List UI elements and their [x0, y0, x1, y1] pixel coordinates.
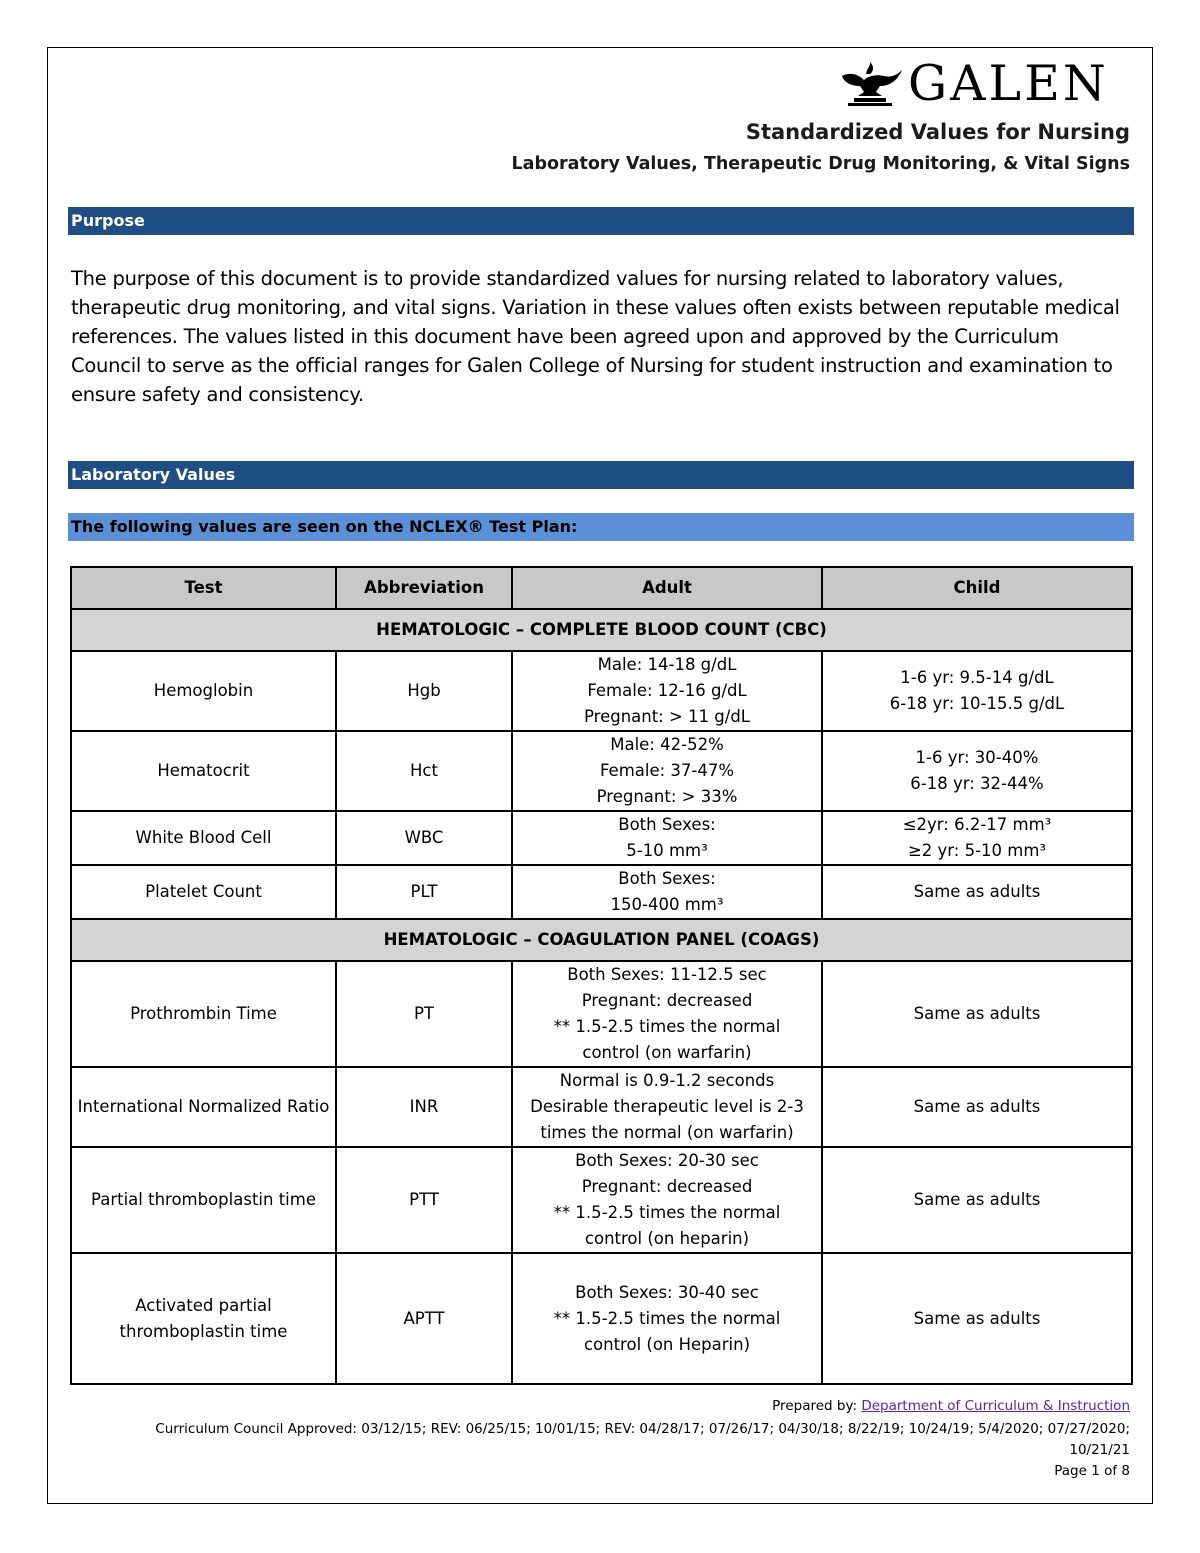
- lab-table-body: [71, 609, 1132, 1384]
- purpose-paragraph: The purpose of this document is to provide standardized values for nursing related to laboratory values, therapeutic drug monitoring, and vital signs. Variation in these values often exists between reputable medical references. The values listed in this document have been agreed upon and approved by the Curriculum Council to serve as the official ranges for Galen College of Nursing for student instruction and examination to ensure safety and consistency.: [71, 267, 1120, 406]
- laboratory-values-heading: Laboratory Values: [68, 461, 1134, 489]
- lab-values-table: [70, 566, 1133, 1385]
- cell-adult: [512, 961, 822, 1067]
- cell-abbreviation: APTT: [336, 1253, 512, 1384]
- cell-child: [822, 651, 1132, 731]
- cell-adult-line: Male: 42-52%: [610, 735, 724, 754]
- cell-child: [822, 961, 1132, 1067]
- cell-adult: [512, 1147, 822, 1253]
- approval-dates-continued: 10/21/21: [1069, 1442, 1130, 1458]
- cell-adult-line: Both Sexes:: [618, 815, 716, 834]
- cell-adult: [512, 731, 822, 811]
- nclex-heading: The following values are seen on the NCLEX® Test Plan:: [68, 513, 1134, 541]
- table-row: [71, 731, 1132, 811]
- cell-child: [822, 811, 1132, 865]
- cell-child: [822, 1067, 1132, 1147]
- cell-child-line: ≤2yr: 6.2-17 mm³: [902, 815, 1052, 834]
- cell-test: White Blood Cell: [71, 811, 336, 865]
- cell-child-line: 1-6 yr: 9.5-14 g/dL: [900, 668, 1054, 687]
- section-title: HEMATOLOGIC – COAGULATION PANEL (COAGS): [71, 919, 1132, 961]
- cell-adult-line: control (on Heparin): [583, 1334, 751, 1354]
- document-title: Standardized Values for Nursing: [745, 120, 1130, 144]
- cell-child: [822, 865, 1132, 919]
- cell-child-line: Same as adults: [913, 1097, 1041, 1116]
- cell-adult-line: Both Sexes: 30-40 sec: [575, 1282, 759, 1302]
- table-row: [71, 865, 1132, 919]
- cell-adult-line: Male: 14-18 g/dL: [597, 655, 737, 674]
- cell-adult-line: times the normal (on warfarin): [540, 1123, 794, 1142]
- cell-adult-line: Pregnant: > 33%: [596, 787, 738, 806]
- cell-adult-line: Female: 12-16 g/dL: [587, 681, 747, 700]
- cell-test: Prothrombin Time: [71, 961, 336, 1067]
- cell-test: Hemoglobin: [71, 651, 336, 731]
- cell-abbreviation: WBC: [336, 811, 512, 865]
- table-row: [71, 1253, 1132, 1384]
- cell-child-line: 6-18 yr: 32-44%: [910, 774, 1044, 793]
- table-row: [71, 811, 1132, 865]
- cell-adult: [512, 651, 822, 731]
- cell-child: [822, 1253, 1132, 1384]
- cell-adult-line: control (on heparin): [584, 1229, 750, 1248]
- cell-child-line: Same as adults: [913, 1190, 1041, 1209]
- cell-adult-line: ** 1.5-2.5 times the normal: [553, 1203, 781, 1222]
- cell-child-line: ≥2 yr: 5-10 mm³: [907, 841, 1047, 860]
- cell-child-line: Same as adults: [913, 1308, 1041, 1328]
- column-header-test: Test: [71, 567, 336, 609]
- cell-adult-line: 5-10 mm³: [626, 841, 708, 860]
- cell-adult-line: Desirable therapeutic level is 2-3: [530, 1097, 804, 1116]
- cell-child-line: Same as adults: [913, 1004, 1041, 1023]
- table-row: [71, 1147, 1132, 1253]
- table-header-row: [71, 567, 1132, 609]
- table-row: [71, 1067, 1132, 1147]
- cell-adult-line: control (on warfarin): [582, 1043, 752, 1062]
- cell-abbreviation: PLT: [336, 865, 512, 919]
- cell-test: Platelet Count: [71, 865, 336, 919]
- document-subtitle: Laboratory Values, Therapeutic Drug Monitoring, & Vital Signs: [511, 154, 1130, 174]
- cell-child: [822, 731, 1132, 811]
- table-row: [71, 651, 1132, 731]
- section-row: [71, 919, 1132, 961]
- cell-adult-line: Pregnant: > 11 g/dL: [583, 707, 750, 726]
- cell-abbreviation: PT: [336, 961, 512, 1067]
- cell-test: Partial thromboplastin time: [71, 1147, 336, 1253]
- cell-test: Activated partial thromboplastin time: [71, 1253, 336, 1384]
- prepared-by: [772, 1398, 1130, 1414]
- cell-adult-line: Pregnant: decreased: [581, 1177, 753, 1196]
- cell-adult-line: ** 1.5-2.5 times the normal: [553, 1017, 781, 1036]
- cell-abbreviation: PTT: [336, 1147, 512, 1253]
- cell-adult-line: 150-400 mm³: [610, 895, 724, 914]
- cell-adult-line: Female: 37-47%: [599, 761, 735, 780]
- prepared-by-label: Prepared by:: [772, 1398, 858, 1414]
- column-header-adult: Adult: [512, 567, 822, 609]
- purpose-heading: Purpose: [68, 207, 1134, 235]
- cell-abbreviation: Hct: [336, 731, 512, 811]
- cell-adult-line: Pregnant: decreased: [581, 991, 753, 1010]
- cell-adult-line: Both Sexes: 20-30 sec: [575, 1151, 759, 1170]
- cell-adult: [512, 811, 822, 865]
- cell-test: Hematocrit: [71, 731, 336, 811]
- cell-abbreviation: INR: [336, 1067, 512, 1147]
- cell-child: [822, 1147, 1132, 1253]
- cell-child-line: Same as adults: [913, 882, 1041, 901]
- table-row: [71, 961, 1132, 1067]
- galen-logo: [836, 55, 1136, 112]
- approval-dates: Curriculum Council Approved: 03/12/15; REV: 06/25/15; 10/01/15; REV: 04/28/17; 07/26/17; 04/30/18; 8/22/19; 10/24/19; 5/4/2020; 07/27/2020;: [155, 1421, 1130, 1437]
- cell-adult: [512, 1067, 822, 1147]
- column-header-abbreviation: Abbreviation: [336, 567, 512, 609]
- cell-adult-line: Both Sexes: 11-12.5 sec: [567, 965, 767, 984]
- lamp-icon: [836, 62, 904, 106]
- cell-abbreviation: Hgb: [336, 651, 512, 731]
- cell-child-line: 6-18 yr: 10-15.5 g/dL: [889, 694, 1065, 713]
- section-row: [71, 609, 1132, 651]
- section-title: HEMATOLOGIC – COMPLETE BLOOD COUNT (CBC): [71, 609, 1132, 651]
- cell-adult: [512, 1253, 822, 1384]
- page-number: Page 1 of 8: [1054, 1463, 1130, 1479]
- logo-wordmark: GALEN: [908, 55, 1109, 112]
- cell-adult-line: ** 1.5-2.5 times the normal: [553, 1308, 781, 1328]
- column-header-child: Child: [822, 567, 1132, 609]
- cell-adult-line: Both Sexes:: [618, 869, 716, 888]
- department-link[interactable]: Department of Curriculum & Instruction: [861, 1398, 1130, 1414]
- cell-child-line: 1-6 yr: 30-40%: [915, 748, 1039, 767]
- cell-adult-line: Normal is 0.9-1.2 seconds: [559, 1071, 775, 1090]
- cell-test: International Normalized Ratio: [71, 1067, 336, 1147]
- cell-adult: [512, 865, 822, 919]
